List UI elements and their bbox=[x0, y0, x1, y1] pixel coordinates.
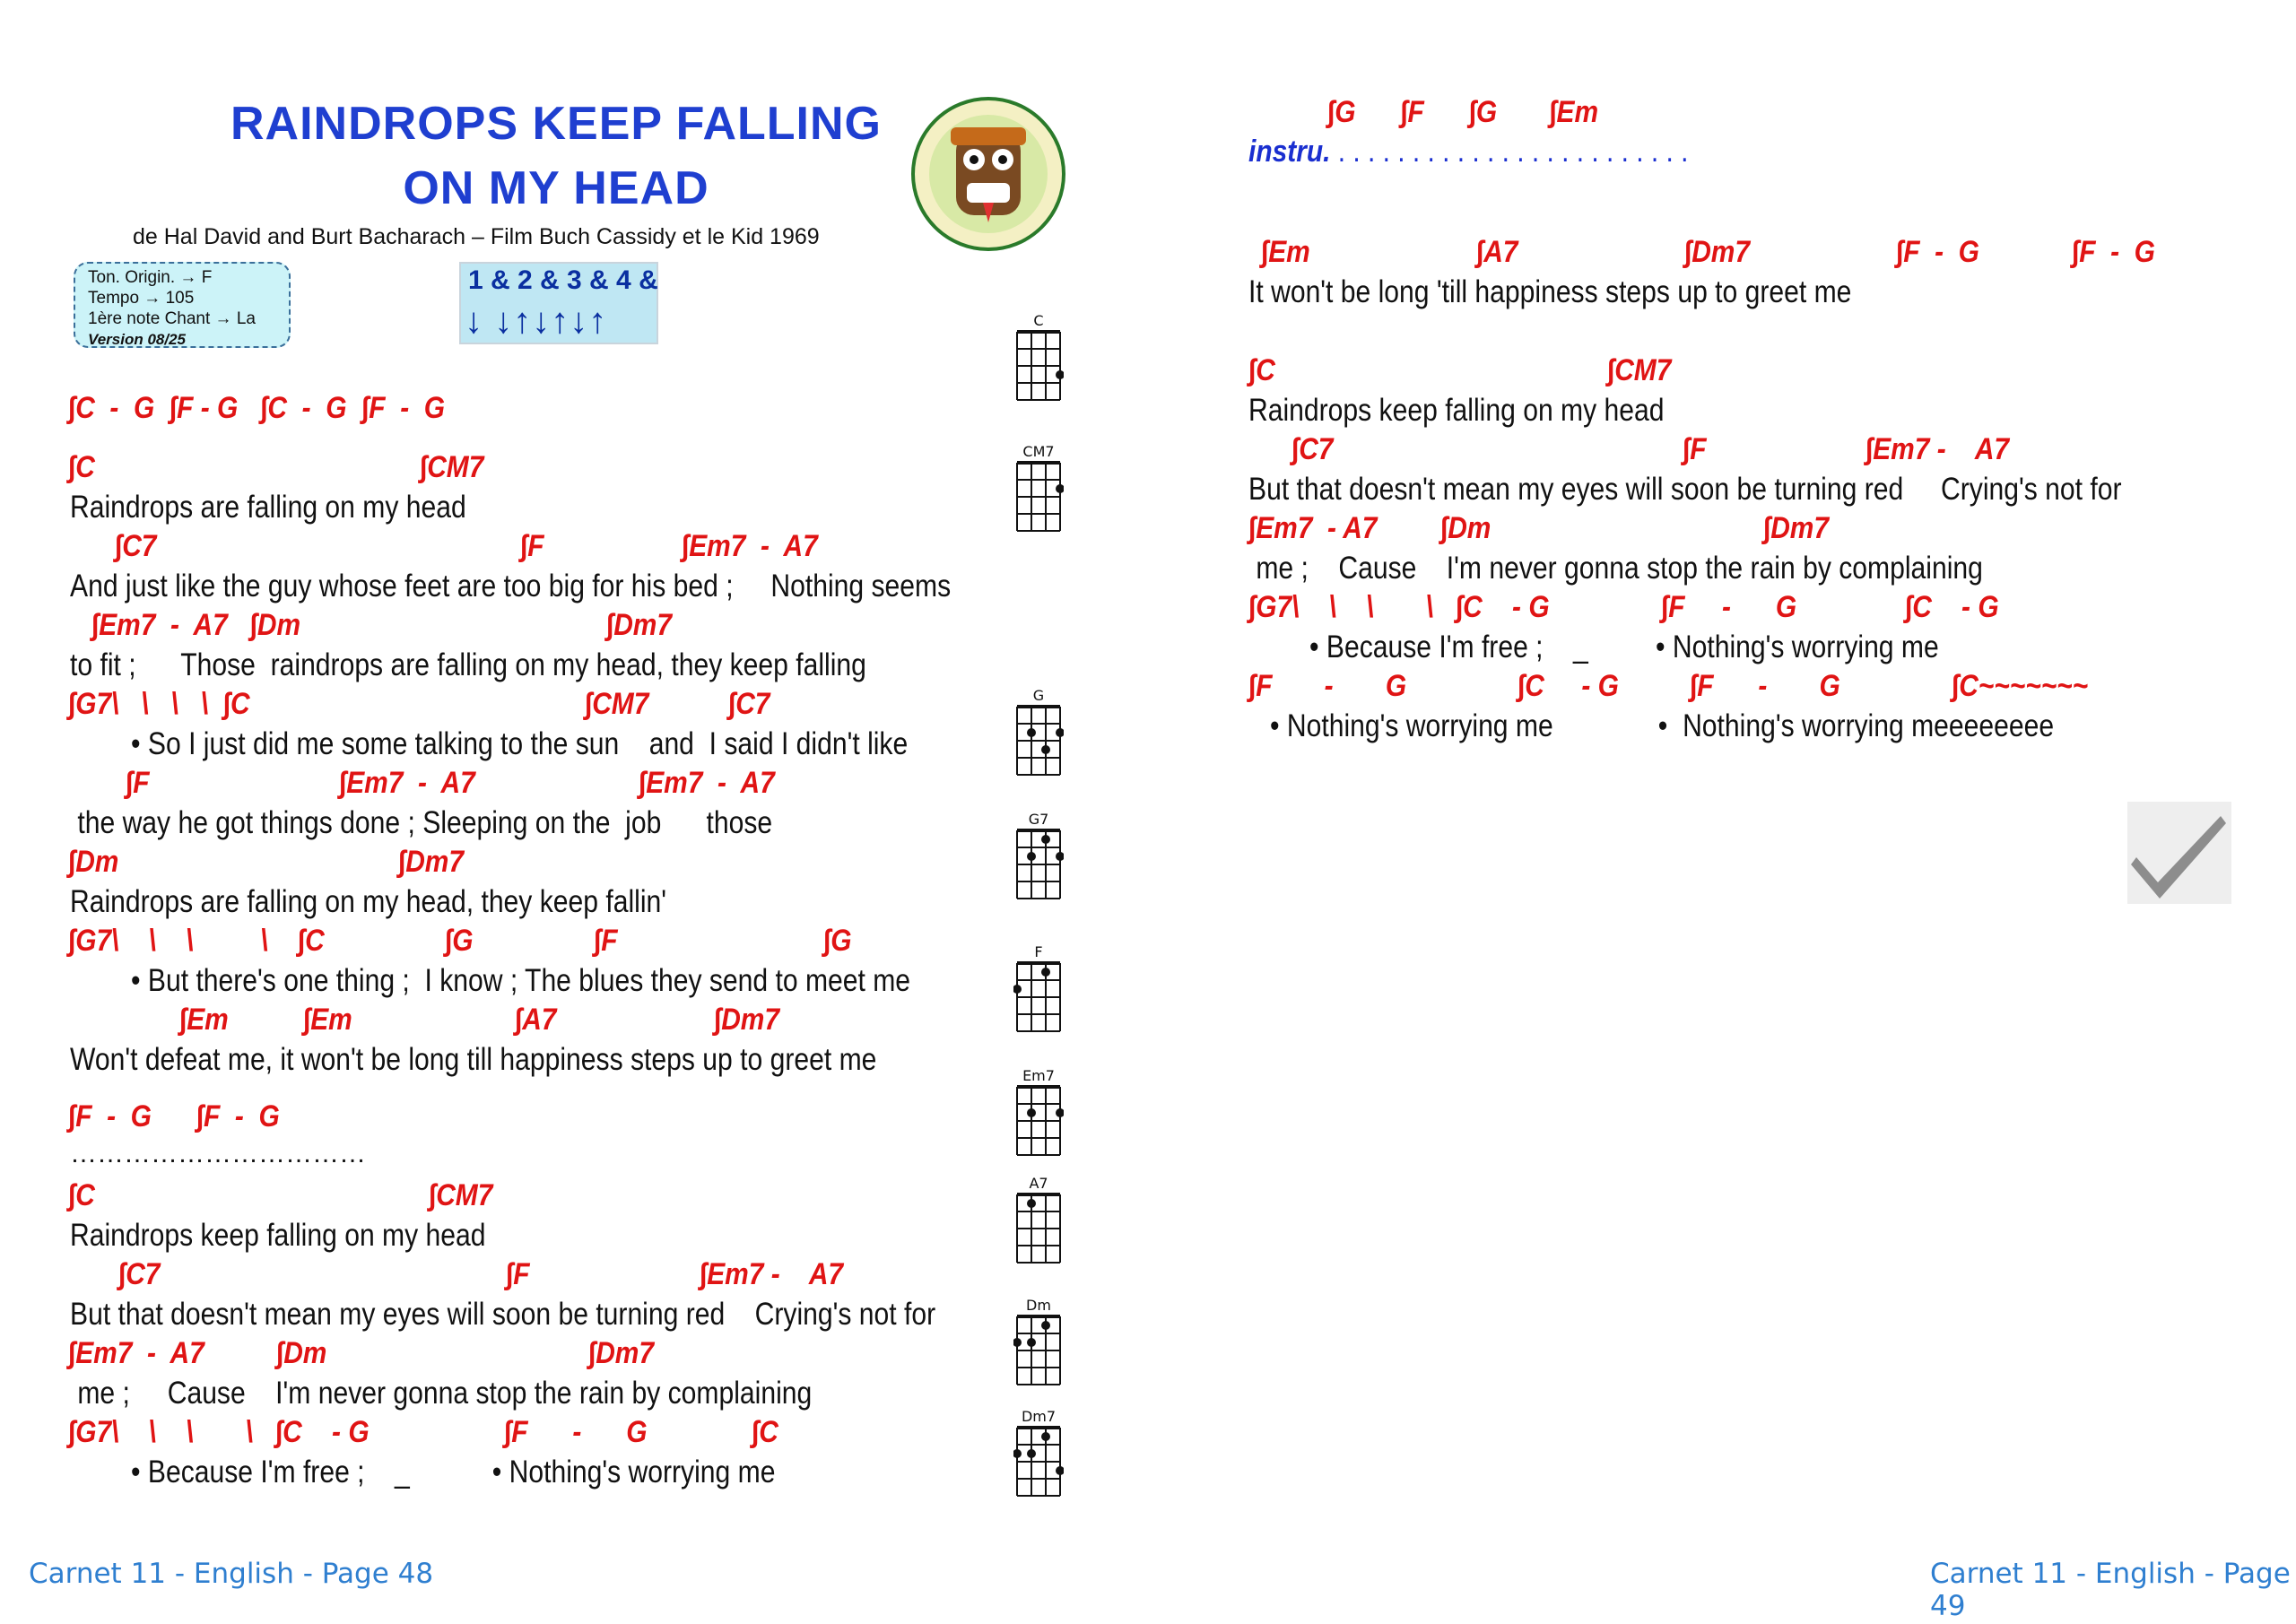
lyric-line: Raindrops keep falling on my head bbox=[70, 1218, 486, 1253]
chord: ∫CM7 bbox=[420, 450, 484, 484]
chord: ∫C bbox=[1248, 353, 1275, 387]
chord: ∫Dm bbox=[276, 1336, 327, 1370]
chord-line: ∫G ∫F ∫G ∫Em bbox=[1327, 95, 1599, 129]
instru-label: instru. bbox=[1248, 135, 1331, 169]
checkmark-icon bbox=[2127, 802, 2231, 904]
lyric-line: • Because I'm free ; _ • Nothing's worrying me bbox=[131, 1455, 776, 1489]
chord: ∫G7\ \ \ \ ∫C bbox=[68, 687, 250, 721]
chord: ∫Em7 - A7 ∫Dm bbox=[91, 608, 301, 642]
chord: ∫C7 bbox=[1292, 432, 1334, 466]
chord-diagram-label: Dm7 bbox=[1021, 1408, 1057, 1425]
chord-diagram-label: G bbox=[1032, 687, 1045, 704]
chord: ∫Em7 - A7 bbox=[339, 766, 475, 800]
lyric-line: Raindrops keep falling on my head bbox=[1248, 393, 1665, 428]
chord: ∫C~~~~~~~ bbox=[1952, 669, 2089, 703]
chord: ∫C - G bbox=[1905, 590, 1999, 624]
chord: ∫Dm7 bbox=[1684, 235, 1751, 269]
chord-diagram-label: F bbox=[1034, 943, 1043, 960]
chord: ∫G bbox=[445, 924, 474, 958]
chord: ∫C bbox=[68, 1178, 95, 1212]
lyric-line: Raindrops are falling on my head bbox=[70, 490, 466, 525]
chord-line: ∫G7\ \ \ \ ∫C bbox=[68, 924, 325, 958]
lyric-line: • So I just did me some talking to the sun and I said I didn't like bbox=[131, 726, 909, 761]
chord: ∫Em7 - A7 bbox=[68, 1336, 204, 1370]
chord-diagram-label: Em7 bbox=[1022, 1067, 1055, 1084]
chord: ∫Em7 - A7 bbox=[700, 1257, 844, 1291]
chord: ∫CM7 bbox=[585, 687, 649, 721]
chord: ∫F - G bbox=[2072, 235, 2155, 269]
chord: ∫C7 bbox=[115, 529, 157, 563]
tiki-logo-icon bbox=[911, 97, 1065, 251]
original-key: Ton. Origin. → F bbox=[88, 268, 213, 287]
instrumental-dots: …………………………… bbox=[70, 1139, 366, 1168]
chord: ∫C bbox=[68, 450, 95, 484]
chord: ∫F - G bbox=[1248, 669, 1407, 703]
chord: ∫C7 bbox=[118, 1257, 161, 1291]
chord: ∫Em bbox=[179, 1003, 229, 1037]
chord: ∫C - G bbox=[1518, 669, 1619, 703]
lyric-line: • Nothing's worrying me • Nothing's worrying meeeeeeee bbox=[1270, 708, 2055, 743]
version: Version 08/25 bbox=[88, 331, 186, 348]
chord-diagram-label: C bbox=[1033, 312, 1044, 329]
chord: ∫Em bbox=[1261, 235, 1310, 269]
lyric-line: But that doesn't mean my eyes will soon be turning red Crying's not for bbox=[1248, 472, 2122, 507]
chord: ∫F - G bbox=[504, 1415, 648, 1449]
strum-counts: 1 & 2 & 3 & 4 & bbox=[468, 265, 658, 295]
lyric-line: • Because I'm free ; _ • Nothing's worrying me bbox=[1309, 630, 1939, 664]
chord: ∫F - G bbox=[1661, 590, 1797, 624]
chord: ∫Dm bbox=[1440, 511, 1492, 545]
song-title-line2: ON MY HEAD bbox=[403, 162, 709, 214]
chord: ∫Em7 - A7 bbox=[682, 529, 818, 563]
chord-diagram-label: A7 bbox=[1029, 1175, 1048, 1192]
chord: ∫Em7 - A7 bbox=[1248, 511, 1378, 545]
chord: ∫Em7 - A7 bbox=[1866, 432, 2010, 466]
lyric-line: Won't defeat me, it won't be long till happiness steps up to greet me bbox=[70, 1042, 877, 1077]
lyric-line: to fit ; Those raindrops are falling on my head, they keep falling bbox=[70, 647, 866, 682]
instrumental-line bbox=[1248, 135, 1688, 169]
chord-line: ∫F - G ∫F - G bbox=[68, 1099, 280, 1133]
lyric-line: me ; Cause I'm never gonna stop the rain by complaining bbox=[70, 1376, 813, 1411]
chord: ∫Em7 - A7 bbox=[639, 766, 775, 800]
chord-diagram-label: Dm bbox=[1026, 1297, 1051, 1314]
lyric-line: It won't be long 'till happiness steps up to greet me bbox=[1248, 274, 1852, 309]
song-title-line1: RAINDROPS KEEP FALLING bbox=[230, 98, 882, 150]
chord: ∫A7 bbox=[1476, 235, 1518, 269]
chord: ∫F bbox=[506, 1257, 530, 1291]
footer-right-page: Carnet 11 - English - Page 49 bbox=[1930, 1558, 2291, 1622]
lyric-line: • But there's one thing ; I know ; The blues they send to meet me bbox=[131, 963, 911, 998]
strum-pattern bbox=[459, 262, 658, 344]
lyric-line: And just like the guy whose feet are too big for his bed ; Nothing seems bbox=[70, 569, 952, 604]
chord-line: ∫G7\ \ \ \ ∫C - G bbox=[68, 1415, 370, 1449]
chord: ∫F bbox=[1683, 432, 1707, 466]
chord: ∫A7 bbox=[515, 1003, 557, 1037]
tempo: Tempo → 105 bbox=[88, 289, 195, 308]
song-info-box bbox=[74, 262, 291, 348]
instru-dots: . . . . . . . . . . . . . . . . . . . . . . . . bbox=[1330, 135, 1689, 169]
chord: ∫Em bbox=[303, 1003, 352, 1037]
chord: ∫Dm7 bbox=[588, 1336, 655, 1370]
lyric-line: Raindrops are falling on my head, they keep fallin' bbox=[70, 884, 666, 919]
chord-diagram-label: G7 bbox=[1028, 811, 1049, 828]
chord: ∫Dm7 bbox=[398, 845, 465, 879]
lyric-line: me ; Cause I'm never gonna stop the rain by complaining bbox=[1248, 551, 1983, 586]
lyric-line: the way he got things done ; Sleeping on the job those bbox=[70, 805, 773, 840]
chord: ∫C bbox=[752, 1415, 778, 1449]
chord-line: ∫G7\ \ \ \ ∫C - G bbox=[1248, 590, 1550, 624]
first-note: 1ère note Chant → La bbox=[88, 309, 256, 328]
strum-arrows: ↓ ↓↑↓↑↓↑ bbox=[465, 301, 608, 341]
chord: ∫Dm bbox=[68, 845, 119, 879]
chord: ∫F bbox=[520, 529, 544, 563]
chord: ∫Dm7 bbox=[1763, 511, 1830, 545]
chord: ∫F bbox=[594, 924, 618, 958]
chord: ∫CM7 bbox=[1607, 353, 1672, 387]
chord: ∫F bbox=[126, 766, 150, 800]
song-subtitle: de Hal David and Burt Bacharach – Film Buch Cassidy et le Kid 1969 bbox=[133, 224, 820, 249]
chord-line: ∫C - G ∫F - G ∫C - G ∫F - G bbox=[68, 391, 446, 425]
chord: ∫Dm7 bbox=[606, 608, 673, 642]
chord: ∫C7 bbox=[728, 687, 770, 721]
chord: ∫CM7 bbox=[429, 1178, 493, 1212]
chord: ∫Dm7 bbox=[714, 1003, 780, 1037]
chord: ∫F - G bbox=[1690, 669, 1840, 703]
lyric-line: But that doesn't mean my eyes will soon be turning red Crying's not for bbox=[70, 1297, 936, 1332]
footer-left-page: Carnet 11 - English - Page 48 bbox=[29, 1558, 434, 1590]
chord-diagram-label: CM7 bbox=[1022, 443, 1055, 460]
chord: ∫F - G bbox=[1896, 235, 1979, 269]
chord: ∫G bbox=[823, 924, 852, 958]
